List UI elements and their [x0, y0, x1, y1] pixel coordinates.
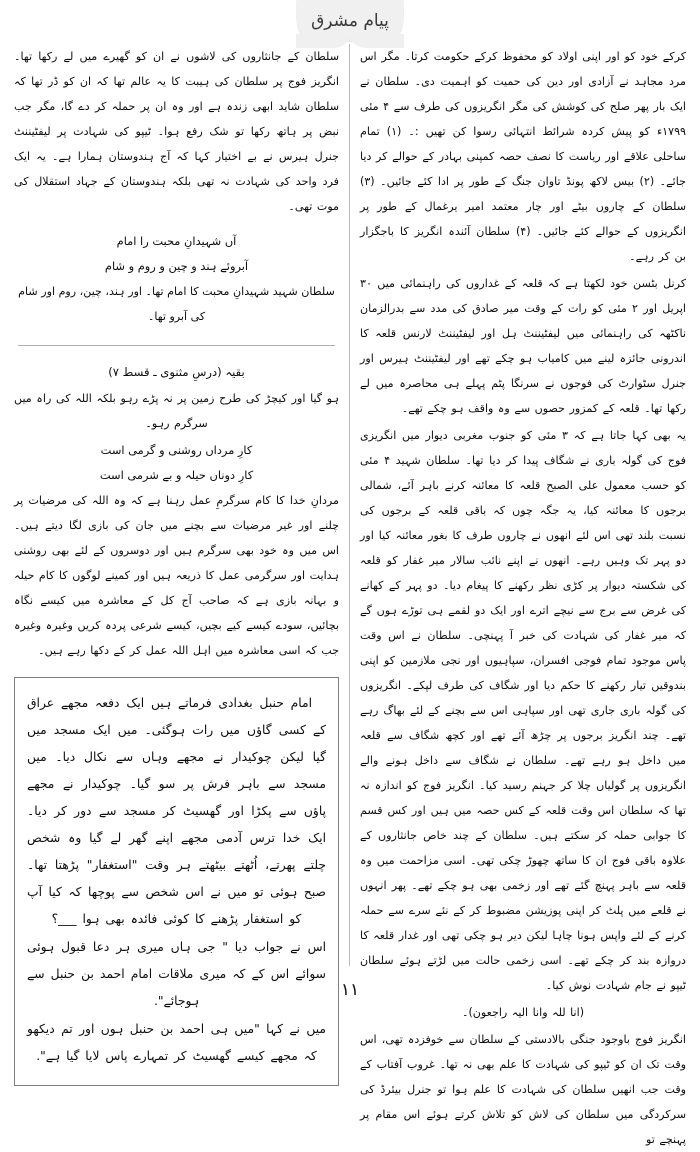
paragraph: انگریز فوج باوجود جنگی بالادستی کے سلطان سے خوفزدہ تھی، اس وقت تک ان کو ٹیپو کی شہادت کا علم بھی نہ تھا۔ غروب آفتاب کے وقت جب انھیں سلطان کی شہادت کا علم ہوا تو جنرل بیئرڈ کی سرکردگی میں سلطان کی لاش کو تلاش کرتے ہوئے اس مقام پر پہنچے تو	[360, 1033, 686, 1146]
section-title: بقیہ (درسِ مثنوی ـ قسط ۷)	[108, 365, 245, 379]
masthead	[0, 0, 700, 46]
persian-verse-line: آں شہیدانِ محبت را امام	[116, 234, 237, 248]
publication-title: پیام مشرق	[311, 10, 389, 31]
anecdote-paragraph: میں نے کہا "میں ہی احمد بن حنبل ہوں اور تم دیکھو کہ مجھے کیسے گھسیٹ کر تمہارے پاس لایا گیا ہے".	[27, 1022, 326, 1063]
ribbon-banner-icon	[296, 0, 404, 42]
masnavi-verse-line: کارِ دوناں حیلہ و بے شرمی است	[99, 468, 254, 482]
anecdote-paragraph: اس نے جواب دیا " جی ہاں میری ہر دعا قبول ہوئی سوائے اس کے کہ میری ملاقات امام احمد بن حنبل سے ہوجائے".	[27, 940, 326, 1008]
paragraph: کرنل بٹسن خود لکھتا ہے کہ قلعہ کے غداروں کی راہنمائی میں ۳۰ اپریل اور ۲ مئی کو رات کے وقت میر صادق کی مدد سے بدرالزمان ناکٹھہ کی راہنمائی میں لیفٹیننٹ ہل اور لیفٹیننٹ لارنس قلعہ کا اندرونی جائزہ لینے میں کامیاب ہو چکے تھے اور لیفٹیننٹ ہیرس اور جنرل سٹوارٹ کی فوجوں نے سرنگا پٹم پہلے ہی محاصرہ میں لے رکھا تھا۔ قلعہ کے کمزور حصوں سے وہ واقف ہو چکے تھے۔	[360, 277, 686, 415]
anecdote-box	[14, 677, 339, 1086]
persian-verse-line: آبروئے ہند و چین و روم و شام	[104, 259, 249, 273]
quranic-phrase: (انا للہ وانا الیہ راجعون)۔	[461, 1006, 585, 1019]
paragraph: ہو گیا اور کیچڑ کی طرح زمین پر نہ پڑے رہو بلکہ اللہ کی راہ میں سرگرم رہو۔	[14, 392, 339, 430]
masnavi-verse-line: کارِ مرداں روشنی و گرمی است	[100, 443, 253, 457]
page-footer	[0, 980, 700, 1000]
paragraph: یہ بھی کہا جاتا ہے کہ ۳ مئی کو جنوب مغربی دیوار میں انگریزی فوج کی گولہ باری نے شگاف پیدا کر دیا تھا۔ سلطان شہید ۴ مئی کو حسب معمول علی الصبح قلعہ کا معائنہ کرنے باہر آئے، شمالی برجوں کا معائنہ کیا، یہ جگہ چوں کہ باقی قلعہ کے برجوں کی نسبت بلند تھی اس لئے انھوں نے چاروں طرف کا بغور معائنہ کیا اور دو پہر تک وہیں رہے۔ انھوں نے اپنے نائب سالار میر غفار کو قلعہ کی شکستہ دیوار پر کڑی نظر رکھنے کا پیغام دیا۔ دو پہر کے کھانے کی غرض سے برج سے نیچے اترے اور ایک دو لقمے ہی توڑے ہوں گے کہ میر غفار کی شہادت کی خبر آ پہنچی۔ سلطان نے اس وقت پاس موجود تمام فوجی افسران، سپاہیوں اور نجی ملازمین کو اپنی بندوقیں تیار رکھنے کا حکم دیا اور شگاف کی طرف لپکے۔ انگریزوں کی گولہ باری جاری تھی اور سپاہی اس سے بچنے کے لئے بھاگ رہے تھے۔ چند انگریز برجوں پر چڑھ آئے تھے اور کچھ شگاف سے قلعہ میں داخل ہو رہے تھے۔ سلطان نے شگاف سے داخل ہونے والے انگریزوں پر گولیاں چلا کر جہنم رسید کیا۔ انگریز فوج کو اندازہ نہ تھا کہ سلطان اس وقت قلعہ کے کس حصہ میں ہیں اور کس قسم کا جوابی حملہ کر سکتے ہیں۔ سلطان کے چند خاص جانثاروں کے علاوہ باقی فوج ان کا ساتھ چھوڑ چکی تھی۔ اسی مزاحمت میں وہ قلعہ سے باہر پہنچ گئے تھے اور زخمی بھی ہو چکے تھے۔ پھر انہوں نے قلعے میں پلٹ کر اپنی پوزیشن مضبوط کر کے نئے سرے سے حملہ کرنے کے لئے واپس ہونا چاہا لیکن دیر ہو چکی تھی اور غدار قلعہ کا دروازہ بند کر چکے تھے۔ اسی زخمی حالت میں لڑتے ہوئے سلطان ٹیپو نے جام شہادت نوش کیا۔	[360, 429, 687, 992]
paragraph: مردانِ خدا کا کام سرگرمِ عمل رہنا ہے کہ وہ اللہ کی مرضیات پر چلنے اور غیر مرضیات سے بچنے میں جان کی بازی لگا دیتے ہیں۔ اس میں وہ خود بھی سرگرم ہیں اور دوسروں کے لئے بھی روشنی ہدایت اور سرگرمی عمل کا ذریعہ ہیں اور کمینے لوگوں کا کام حیلہ و بہانہ بازی ہے کہ صاحب آج کل کے معاشرہ میں کیسے نگاہ بچائیں، سودے کیسے کیے بچیں، کیسے شرعی پردہ کریں وغیرہ وغیرہ جب کہ اسی معاشرہ میں اہل اللہ عمل کر کے دکھا رہے ہیں۔	[14, 494, 339, 657]
paragraph: کرکے خود کو اور اپنی اولاد کو محفوظ کرکے حکومت کرتا۔ مگر اس مرد مجاہد نے آزادی اور دین کی حمیت کو اہمیت دی۔ سلطان نے ایک بار پھر صلح کی کوشش کی مگر انگریزوں کی طرف سے ۴ مئی ۱۷۹۹ء کو پیش کردہ شرائط انتہائی رسوا کن تھیں :۔ (۱) تمام ساحلی علاقے اور ریاست کا نصف حصہ کمپنی بہادر کے حوالے کر دیا جائے۔ (۲) بیس لاکھ پونڈ تاوان جنگ کے طور پر ادا کئے جائیں۔ (۳) سلطان کے چاروں بیٹے اور چار معتمد امیر یرغمال کے طور پر انگریزوں کے حوالے کئے جائیں۔ (۴) سلطان آئندہ انگریز کا باجگزار بن کر رہے۔	[360, 50, 687, 263]
paragraph: سلطان کے جانثاروں کی لاشوں نے ان کو گھیرے میں لے رکھا تھا۔ انگریز فوج پر سلطان کی ہیبت کا یہ عالم تھا کہ ان کو ڈر تھا کہ سلطان شاید ابھی زندہ ہے اور وہ ان پر حملہ کر دے گا، مگر جب نبض پر ہاتھ رکھا تو شک رفع ہوا۔ ٹیپو کی شہادت پر لیفٹیننٹ جنرل ہیرس نے بے اختیار کہا کہ آج ہندوستان ہمارا ہے۔ یہ ایک فرد واحد کی شہادت نہ تھی بلکہ ہندوستان کے جہاد استقلال کی موت تھی۔	[14, 50, 339, 213]
anecdote-paragraph: امام حنبل بغدادی فرماتے ہیں ایک دفعہ مجھے عراق کے کسی گاؤں میں رات ہوگئی۔ میں ایک مسجد میں گیا لیکن چوکیدار نے مجھے وہاں سے نکال دیا۔ میں مسجد سے باہر فرش پر سو گیا۔ چوکیدار نے مجھے پاؤں سے پکڑا اور گھسیٹ کر مسجد سے دور کر دیا۔ ایک خدا ترس آدمی مجھے اپنے گھر لے گیا وہ شخص چلتے پھرتے، اُٹھتے بیٹھتے ہر وقت "استغفار" پڑھتا تھا۔ صبح ہوئی تو میں نے اس شخص سے پوچھا کہ کیا آپ کو استغفار پڑھنے کا کوئی فائدہ بھی ہوا ___؟	[27, 696, 326, 926]
spacer	[14, 221, 339, 229]
verse-translation: سلطان شہید شہیدانِ محبت کا امام تھا۔ اور ہند، چین، روم اور شام کی آبرو تھا۔	[18, 285, 335, 323]
page-number: ۱۱	[340, 980, 360, 1000]
section-divider	[18, 345, 335, 346]
